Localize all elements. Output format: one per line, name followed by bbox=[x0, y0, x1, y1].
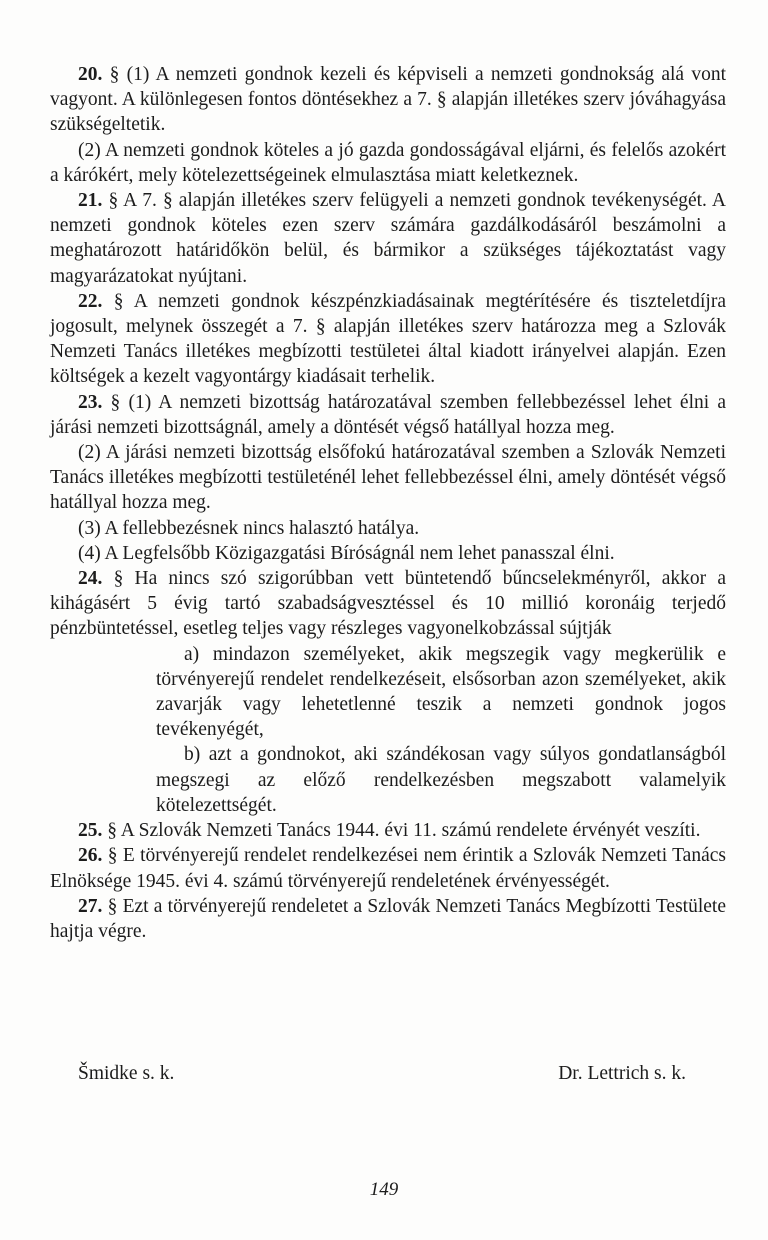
signature-right: Dr. Lettrich s. k. bbox=[558, 1063, 686, 1084]
section-23-paragraph-2 bbox=[50, 440, 726, 516]
section-number: 24. bbox=[78, 568, 103, 590]
section-22-paragraph bbox=[50, 289, 726, 390]
section-number: 23. bbox=[78, 391, 103, 413]
section-number: 21. bbox=[78, 190, 103, 212]
paragraph-text: § A nemzeti gondnok készpénzkiadásainak megtérítésére és tiszteletdíjra jogosult, melynek összegét a 7. § alapján illetékes szerv határozza meg a Szlovák Nemzeti Tanács illetékes megbízotti testületei által kiadott irányelvei alapján. Ezen költségek a kezelt vagyontárgy kiadásait terhelik. bbox=[50, 290, 726, 388]
section-21-paragraph bbox=[50, 188, 726, 289]
section-number: 25. bbox=[78, 820, 103, 842]
section-number: 26. bbox=[78, 845, 103, 867]
section-25-paragraph bbox=[50, 818, 726, 843]
section-27-paragraph bbox=[50, 894, 726, 944]
paragraph-text: § (1) A nemzeti bizottság határozatával szemben fellebbezéssel lehet élni a járási nemzeti bizottságnál, amely a döntését végső hatállyal hozza meg. bbox=[50, 391, 726, 438]
section-number: 20. bbox=[78, 64, 103, 85]
section-number: 22. bbox=[78, 290, 103, 312]
paragraph-text: § E törvényerejű rendelet rendelkezései nem érintik a Szlovák Nemzeti Tanács Elnöksége 1945. évi 4. számú törvényerejű rendeletének érvényességét. bbox=[50, 845, 726, 892]
body-text bbox=[50, 62, 726, 944]
section-20-paragraph-2 bbox=[50, 138, 726, 188]
section-23-paragraph-3 bbox=[50, 516, 726, 541]
section-23-paragraph-1 bbox=[50, 390, 726, 440]
section-20-paragraph-1 bbox=[50, 62, 726, 138]
section-26-paragraph bbox=[50, 843, 726, 893]
signature-block bbox=[78, 1061, 686, 1086]
paragraph-text: § A Szlovák Nemzeti Tanács 1944. évi 11. számú rendelete érvényét veszíti. bbox=[102, 820, 701, 842]
list-item-a: a) mindazon személyeket, akik megszegik vagy megkerülik e törvényerejű rendelet rendelkezéseit, elsősorban azon személyeket, akik zavarják vagy lehetetlenné teszik a nemzeti gondnok jogos tevékenyégét, bbox=[156, 643, 726, 741]
paragraph-text: § Ha nincs szó szigorúbban vett büntetendő bűncselekményről, akkor a kihágásért 5 évig tartó szabadságvesztéssel és 10 millió koronáig terjedő pénzbüntetéssel, esetleg teljes vagy részleges vagyonelkobzással sújtják bbox=[50, 568, 726, 640]
paragraph-text: § Ezt a törvényerejű rendeletet a Szlovák Nemzeti Tanács Megbízotti Testülete hajtja végre. bbox=[50, 895, 726, 942]
page-number: 149 bbox=[369, 1179, 399, 1200]
paragraph-text: (2) A járási nemzeti bizottság elsőfokú határozatával szemben a Szlovák Nemzeti Tanács illetékes megbízotti testületénél lehet fellebbezéssel élni, amely döntését végső hatállyal hozza meg. bbox=[50, 442, 726, 514]
signature-left: Šmidke s. k. bbox=[78, 1063, 175, 1084]
list-item-b: b) azt a gondnokot, aki szándékosan vagy súlyos gondatlanságból megszegi az előző rendelkezésben megszabott valamelyik kötelezettségét. bbox=[156, 744, 726, 816]
paragraph-text: (3) A fellebbezésnek nincs halasztó hatálya. bbox=[78, 517, 420, 539]
paragraph-text: (4) A Legfelsőbb Közigazgatási Bíróságnál nem lehet panasszal élni. bbox=[78, 542, 615, 564]
paragraph-text: (2) A nemzeti gondnok köteles a jó gazda gondosságával eljárni, és felelős azokért a kárókért, mely kötelezettségeinek elmulasztása miatt keletkeznek. bbox=[50, 139, 726, 186]
paragraph-text: § (1) A nemzeti gondnok kezeli és képviseli a nemzeti gondnokság alá vont vagyont. A különlegesen fontos döntésekhez a 7. § alapján illetékes szerv jóváhagyása szükségeltetik. bbox=[50, 64, 726, 136]
section-number: 27. bbox=[78, 895, 103, 917]
section-23-paragraph-4 bbox=[50, 541, 726, 566]
section-24-paragraph bbox=[50, 566, 726, 642]
paragraph-text: § A 7. § alapján illetékes szerv felügyeli a nemzeti gondnok tevékenységét. A nemzeti gondnok köteles ezen szerv számára gazdálkodásáról beszámolni a meghatározott határidőkön belül, és bármikor a szükséges tájékoztatást vagy magyarázatokat nyújtani. bbox=[50, 190, 726, 287]
